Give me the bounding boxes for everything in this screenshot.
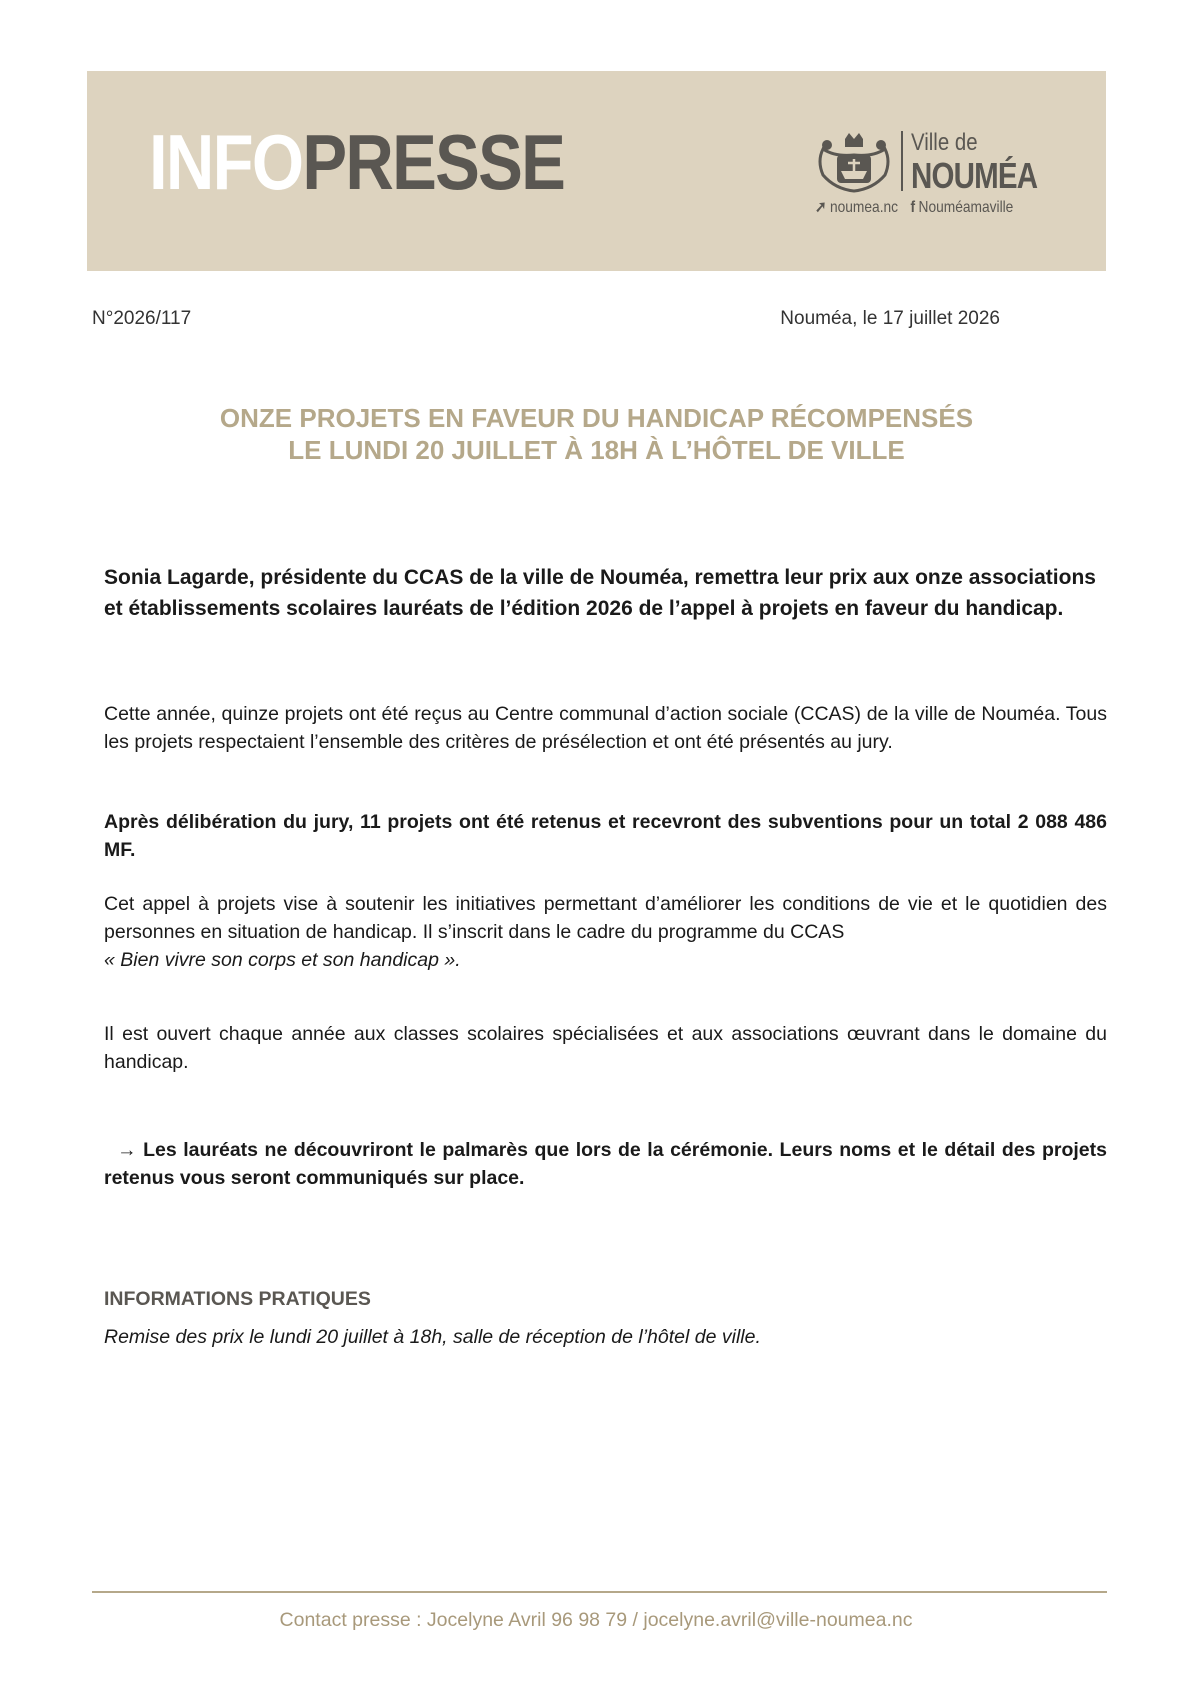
practical-info-text: Remise des prix le lundi 20 juillet à 18h, salle de réception de l’hôtel de ville. <box>104 1326 761 1348</box>
paragraph-3-text: Cet appel à projets vise à soutenir les initiatives permettant d’améliorer les conditions de vie et le quotidien des personnes en situation de handicap. Il s’inscrit dans le cadre du programme du CCAS <box>104 893 1107 943</box>
paragraph-5-text: Les lauréats ne découvriront le palmarès que lors de la cérémonie. Leurs noms et le détail des projets retenus vous seront communiqués sur place. <box>104 1139 1107 1189</box>
logo-divider <box>901 131 903 191</box>
footer-divider <box>92 1591 1107 1593</box>
lead-paragraph: Sonia Lagarde, présidente du CCAS de la ville de Nouméa, remettra leur prix aux onze associations et établissements scolaires lauréats de l’édition 2026 de l’appel à projets en faveur du handicap. <box>104 566 1096 620</box>
title-line-1: ONZE PROJETS EN FAVEUR DU HANDICAP RÉCOMPENSÉS <box>219 403 974 433</box>
brand-info: INFO <box>149 118 303 206</box>
logo-site: noumea.nc <box>829 199 899 216</box>
paragraph-4: Il est ouvert chaque année aux classes scolaires spécialisées et aux associations œuvrant dans le domaine du handicap. <box>104 1023 1107 1073</box>
city-seal-icon <box>815 131 893 195</box>
press-contact: Contact presse : Jocelyne Avril 96 98 79 / jocelyne.avril@ville-noumea.nc <box>279 1609 913 1631</box>
logo-noumea-text: NOUMÉA <box>911 155 1038 196</box>
logo-ville-text: Ville de <box>911 129 978 156</box>
website-icon: ➚ <box>815 199 827 216</box>
logo-facebook: Nouméamaville <box>918 199 1014 216</box>
facebook-icon: f <box>910 199 916 216</box>
paragraph-5 <box>104 1136 1107 1192</box>
press-release-number: N°2026/117 <box>92 308 192 329</box>
title-line-2: LE LUNDI 20 JUILLET À 18H À L’HÔTEL DE VILLE <box>288 435 905 465</box>
paragraph-1: Cette année, quinze projets ont été reçus au Centre communal d’action sociale (CCAS) de la ville de Nouméa. Tous les projets respectaient l’ensemble des critères de présélection et ont été présentés au jury. <box>104 703 1107 753</box>
page-title <box>87 402 1106 466</box>
header-banner <box>87 71 1106 271</box>
logo-links <box>815 197 1013 217</box>
brand-presse: PRESSE <box>302 118 565 206</box>
ville-de-noumea-logo <box>815 129 1055 219</box>
paragraph-2: Après délibération du jury, 11 projets ont été retenus et recevront des subventions pour un total 2 088 486 MF. <box>104 811 1107 861</box>
arrow-icon: → <box>117 1139 137 1161</box>
info-presse-logo <box>149 118 565 206</box>
press-release-date: Nouméa, le 17 juillet 2026 <box>780 308 1000 329</box>
practical-info-heading: INFORMATIONS PRATIQUES <box>104 1288 371 1310</box>
paragraph-3 <box>104 890 1107 974</box>
programme-name: « Bien vivre son corps et son handicap ». <box>104 949 461 971</box>
